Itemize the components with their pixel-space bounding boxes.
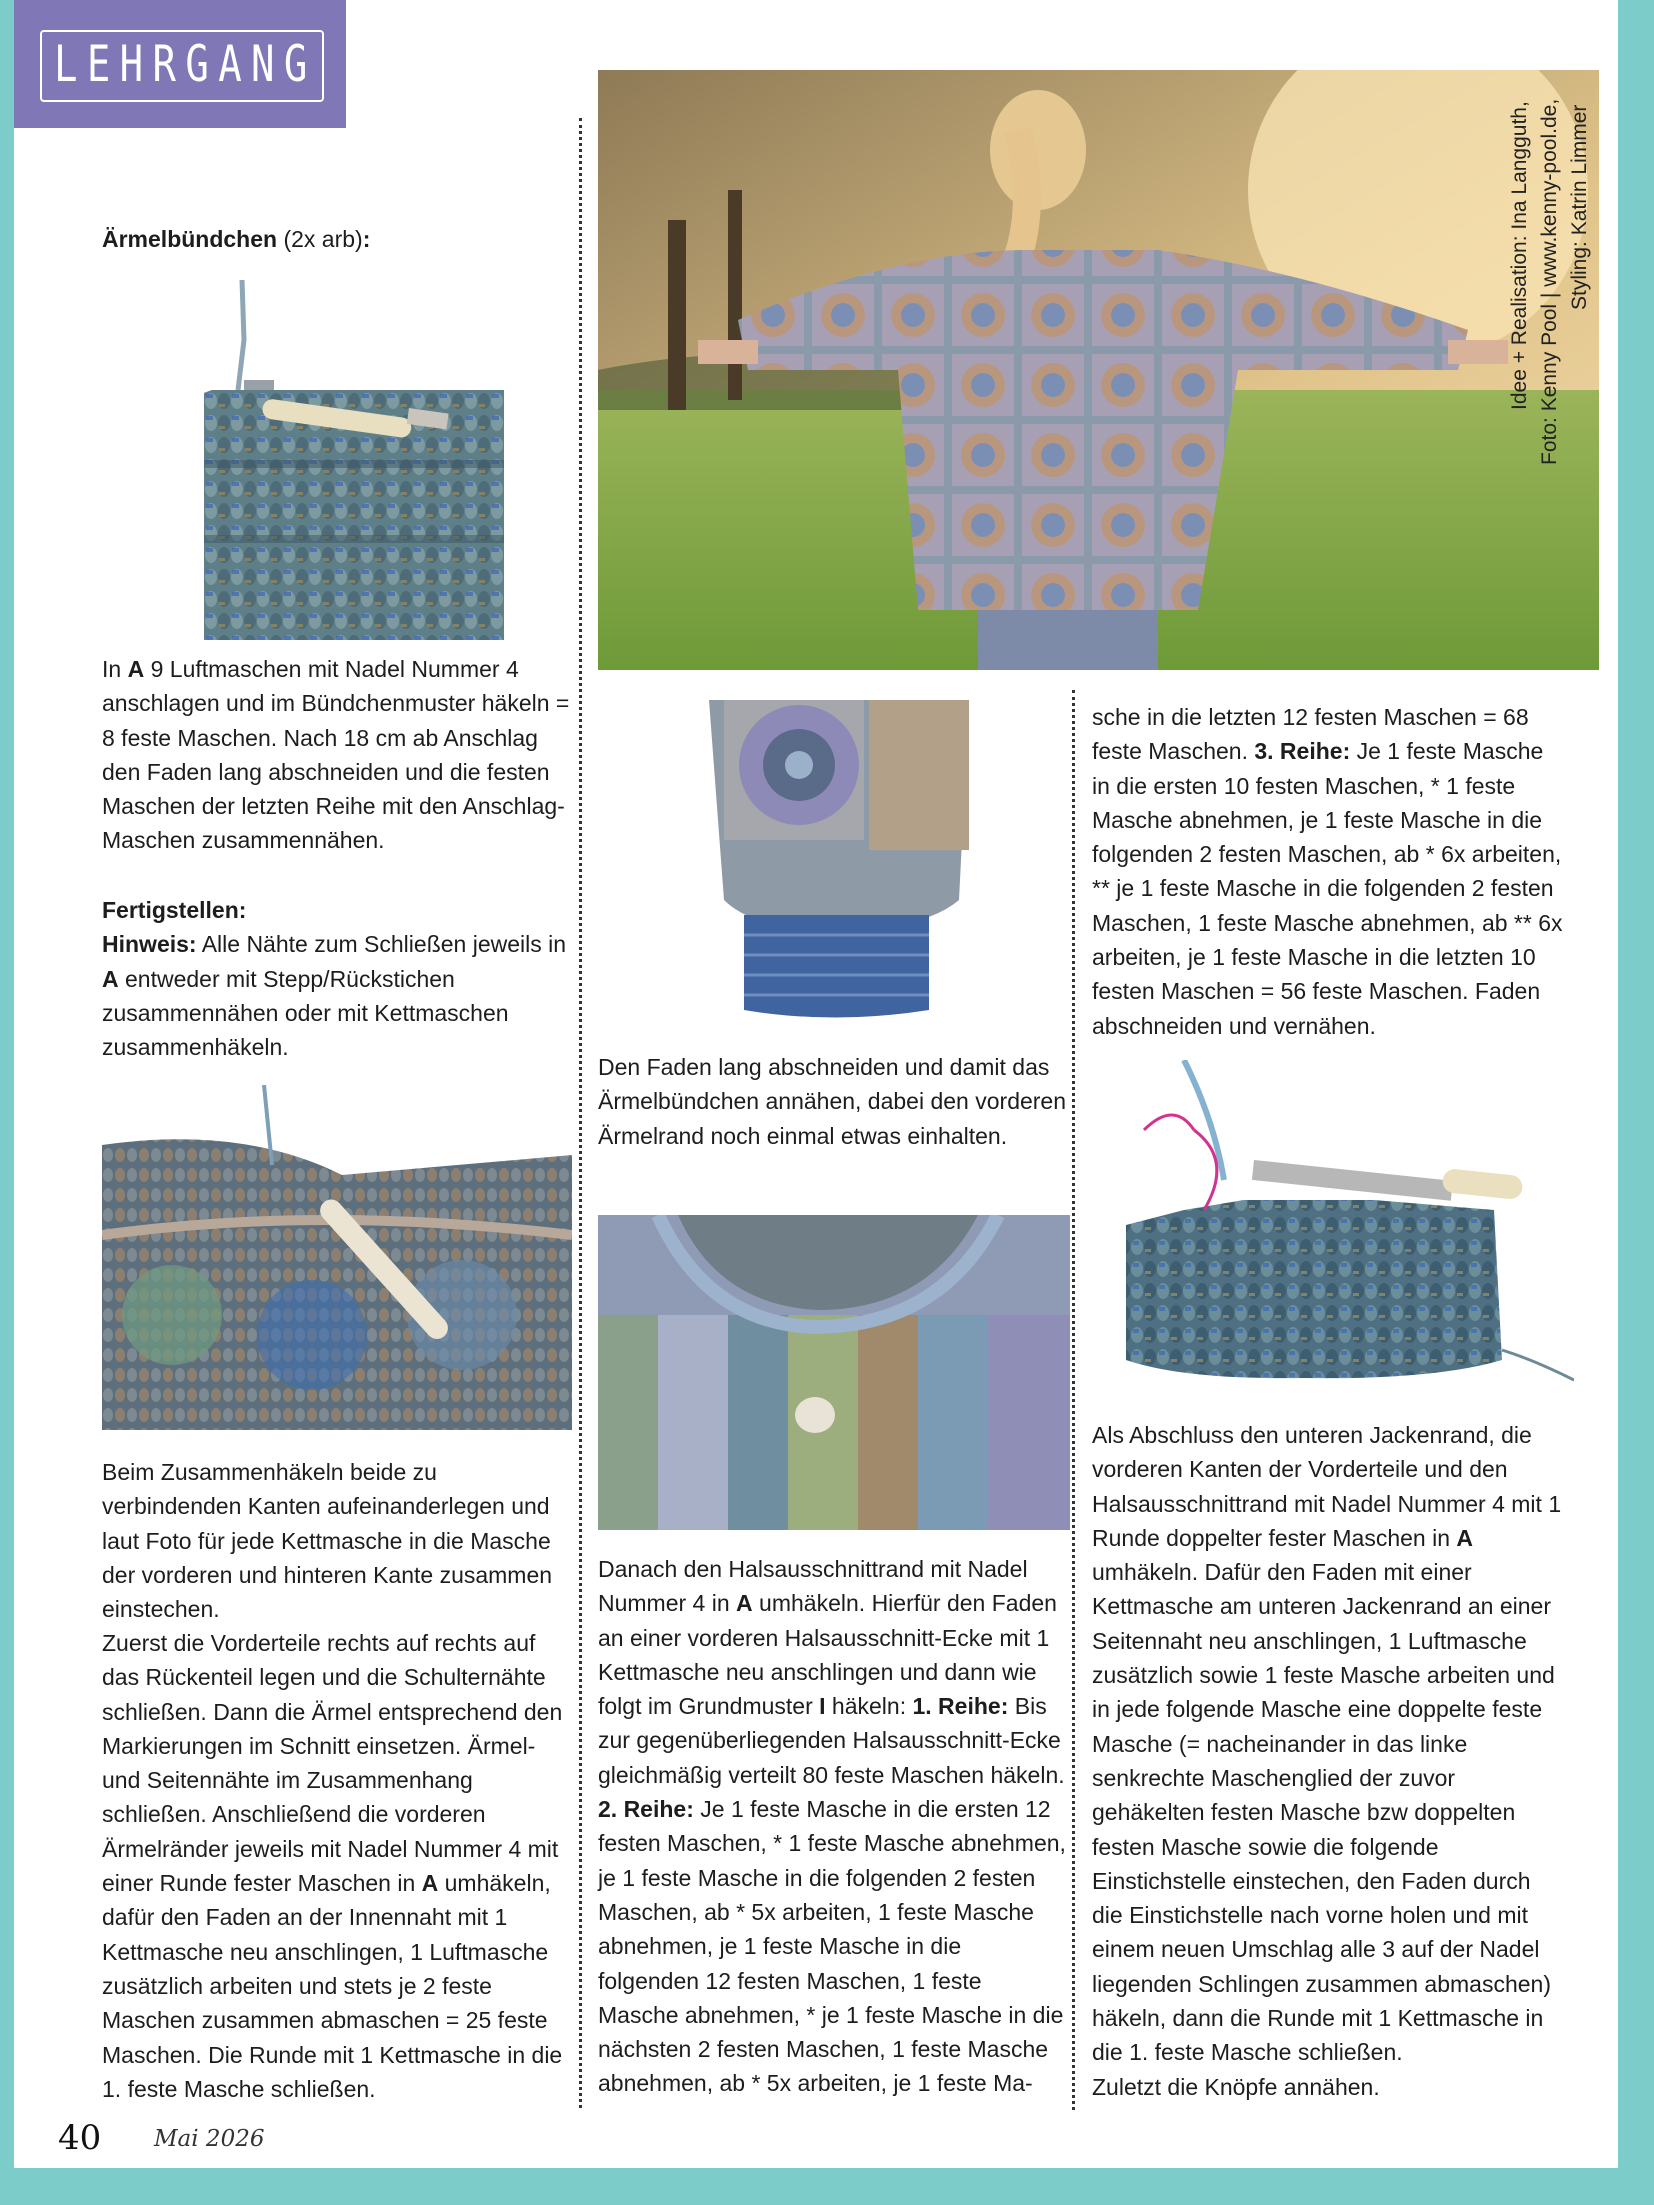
hero-jacket-illustration — [598, 70, 1599, 670]
section-tag-label: LEHRGANG — [54, 35, 317, 93]
neckline-continued: sche in die letzten 12 festen Maschen = 68 feste Maschen. 3. Reihe: Je 1 feste Masche in die ersten 10 festen Maschen, * 1 feste Masche abnehmen, je 1 feste Masche in die folgenden 2 festen Maschen, ab * 6x arbeiten, ** je 1 feste Masche in die folgenden 2 festen Maschen, 1 feste Masche abnehmen, ab ** 6x arbeiten, je 1 feste Masche in die letzten 10 festen Maschen = 56 feste Maschen. Faden abschneiden und vernähen. — [1092, 704, 1563, 1039]
cuff-heading-bold: Ärmelbündchen — [102, 226, 278, 252]
neckline-illustration — [598, 1215, 1070, 1530]
hint-label: Hinweis: — [102, 931, 197, 958]
section-tag — [14, 0, 346, 128]
credit-photo: Foto: Kenny Pool | www.kenny-pool.de, — [1538, 98, 1561, 465]
issue-date: Mai 2026 — [154, 2126, 265, 2152]
sleeve-cuff-illustration — [704, 700, 974, 1030]
row3-label: 3. Reihe: — [1254, 738, 1351, 765]
photo-double-stitch — [1104, 1060, 1574, 1425]
neck-row2-label: 2. Reihe: — [598, 1796, 694, 1823]
finish-section: Fertigstellen: Hinweis: Alle Nähte zum Schließen jeweils in A entweder mit Stepp/Rückstichen zusammennähen oder mit Kettmaschen zusammenhäkeln. — [102, 897, 567, 1061]
magazine-page — [14, 0, 1618, 2168]
cuff-heading-colon: : — [362, 226, 371, 252]
page-number: 40 — [58, 2118, 102, 2158]
column-divider-right — [1072, 690, 1075, 2110]
buttons-instruction: Zuletzt die Knöpfe annähen. — [1092, 2073, 1380, 2100]
photo-cuff-swatch — [204, 280, 584, 640]
cuff-swatch-illustration — [204, 280, 584, 640]
cuff-instructions: In A 9 Luftmaschen mit Nadel Nummer 4 anschlagen und im Bündchenmuster häkeln = 8 feste Maschen. Nach 18 cm ab Anschlag den Faden lang abschneiden und die festen Maschen der letzten Reihe mit den Anschlag-Maschen zusammennähen. — [102, 656, 570, 854]
assembly-instructions: Zuerst die Vorderteile rechts auf rechts auf das Rückenteil legen und die Schulternähte schließen. Dann die Ärmel entsprechend den Markierungen im Schnitt einsetzen. Ärmel- und Seitennähte im Zusammenhang schließen. Anschließend die vorderen Ärmelränder jeweils mit Nadel Nummer 4 mit einer Runde fester Maschen in A umhäkeln, dafür den Faden an der Innennaht mit 1 Kettmasche neu anschlingen, 1 Luftmasche zusätzlich arbeiten und stets je 2 feste Maschen zusammen abmaschen = 25 feste Maschen. Die Runde mit 1 Kettmasche in die 1. feste Masche schließen. — [102, 1630, 563, 2102]
photo-hero-jacket — [598, 70, 1599, 670]
finish-heading: Fertigstellen: — [102, 897, 247, 923]
final-instructions: Als Abschluss den unteren Jackenrand, die vorderen Kanten der Vorderteile und den Halsausschnittrand mit Nadel Nummer 4 mit 1 Runde doppelter fester Maschen in A umhäkeln. Dafür den Faden mit einer Kettmasche am unteren Jackenrand an einer Seitennaht neu anschlingen, 1 Luftmasche zusätzlich sowie 1 feste Masche arbeiten und in jede folgende Masche eine doppelte feste Masche (= nacheinander in das linke senkrechte Maschenglied der zuvor gehäkelten festen Masche bzw doppelten festen Masche sowie die folgende Einstichstelle einstechen, den Faden durch die Einstichstelle nach vorne holen und mit einem neuen Umschlag alle 3 auf der Nadel liegenden Schlingen zusammen abmaschen) häkeln, dann die Runde mit 1 Kettmasche in die 1. feste Masche schließen. Zuletzt die Knöpfe annähen. — [1092, 1418, 1564, 2104]
crochet-instructions: Beim Zusammenhäkeln beide zu verbindenden Kanten aufeinanderlegen und laut Foto für jede Kettmasche in die Masche der vorderen und hinteren Kante zusammen einstechen. — [102, 1459, 553, 1623]
cuff-heading-rest: (2x arb) — [277, 226, 363, 252]
credit-idea: Idee + Realisation: Ina Langguth, — [1508, 101, 1531, 410]
photo-sleeve-cuff — [704, 700, 974, 1030]
cuff-heading — [102, 222, 572, 256]
photo-neckline — [598, 1215, 1070, 1530]
neck-row1-label: 1. Reihe: — [912, 1693, 1009, 1720]
photo-credits — [1478, 70, 1618, 470]
sleeve-instructions: Den Faden lang abschneiden und damit das Ärmelbündchen annähen, dabei den vorderen Ärmelrand noch einmal etwas einhalten. — [598, 1054, 1067, 1149]
credit-styling: Styling: Katrin Limmer — [1568, 104, 1591, 310]
crochet-seam-illustration — [102, 1085, 572, 1430]
double-stitch-illustration — [1104, 1060, 1574, 1425]
neckline-instructions: Danach den Halsausschnittrand mit Nadel Nummer 4 in A umhäkeln. Hierfür den Faden an einer vorderen Halsausschnitt-Ecke mit 1 Kettmasche neu anschlingen und dann wie folgt im Grundmuster I häkeln: 1. Reihe: Bis zur gegenüberliegenden Halsausschnitt-Ecke gleichmäßig verteilt 80 feste Maschen häkeln. 2. Reihe: Je 1 feste Masche in die ersten 12 festen Maschen, * 1 feste Masche abnehmen, je 1 feste Masche in die folgenden 2 festen Maschen, ab * 5x arbeiten, 1 feste Masche abnehmen, je 1 feste Masche in die folgenden 12 festen Maschen, 1 feste Masche abnehmen, * je 1 feste Masche in die nächsten 2 festen Maschen, 1 feste Masche abnehmen, ab * 5x arbeiten, je 1 feste Ma- — [598, 1556, 1066, 2097]
photo-crochet-seam — [102, 1085, 572, 1430]
